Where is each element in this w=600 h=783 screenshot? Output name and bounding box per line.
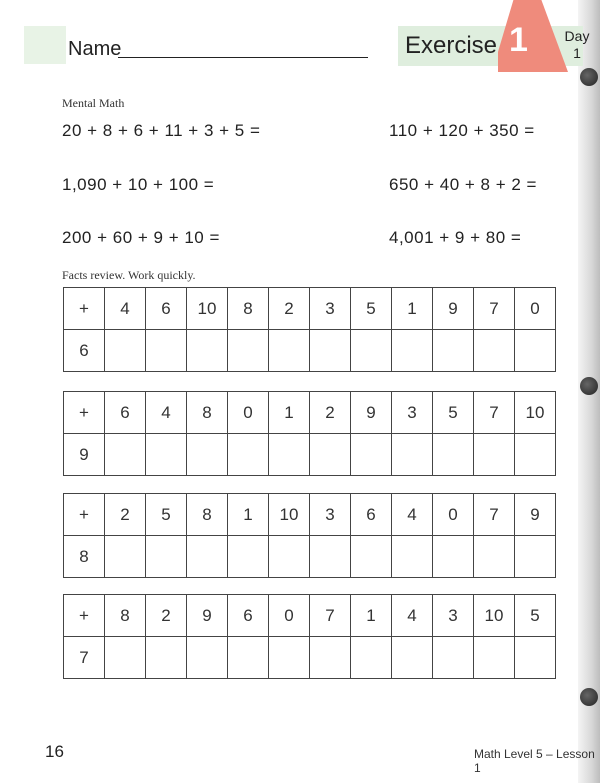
table-header-row xyxy=(64,392,556,434)
answer-cell[interactable] xyxy=(228,637,269,679)
column-number-cell: 9 xyxy=(433,288,474,330)
answer-cell[interactable] xyxy=(228,536,269,578)
answer-cell[interactable] xyxy=(105,637,146,679)
column-number-cell: 4 xyxy=(105,288,146,330)
column-number-cell: 1 xyxy=(351,595,392,637)
mental-math-problem: 1,090 + 10 + 100 = xyxy=(62,175,215,194)
answer-cell[interactable] xyxy=(351,434,392,476)
column-number-cell: 7 xyxy=(310,595,351,637)
operator-cell: + xyxy=(64,288,105,330)
answer-cell[interactable] xyxy=(146,637,187,679)
answer-cell[interactable] xyxy=(433,637,474,679)
binder-hole xyxy=(580,688,598,706)
answer-cell[interactable] xyxy=(515,637,556,679)
answer-cell[interactable] xyxy=(515,434,556,476)
column-number-cell: 8 xyxy=(187,494,228,536)
answer-cell[interactable] xyxy=(474,330,515,372)
column-number-cell: 7 xyxy=(474,494,515,536)
table-answer-row xyxy=(64,536,556,578)
column-number-cell: 5 xyxy=(433,392,474,434)
answer-cell[interactable] xyxy=(105,434,146,476)
answer-cell[interactable] xyxy=(146,536,187,578)
header-tint xyxy=(24,26,66,64)
answer-cell[interactable] xyxy=(392,536,433,578)
answer-cell[interactable] xyxy=(351,536,392,578)
column-number-cell: 3 xyxy=(433,595,474,637)
column-number-cell: 10 xyxy=(515,392,556,434)
column-number-cell: 9 xyxy=(187,595,228,637)
answer-cell[interactable] xyxy=(474,434,515,476)
column-number-cell: 2 xyxy=(146,595,187,637)
answer-cell[interactable] xyxy=(187,330,228,372)
addend-cell: 7 xyxy=(64,637,105,679)
day-label: Day xyxy=(564,28,590,44)
name-label: Name xyxy=(68,38,122,60)
page-number: 16 xyxy=(45,742,64,761)
answer-cell[interactable] xyxy=(392,330,433,372)
answer-cell[interactable] xyxy=(269,330,310,372)
mental-math-problem: 650 + 40 + 8 + 2 = xyxy=(389,175,537,194)
column-number-cell: 8 xyxy=(105,595,146,637)
answer-cell[interactable] xyxy=(187,434,228,476)
answer-cell[interactable] xyxy=(269,536,310,578)
answer-cell[interactable] xyxy=(515,330,556,372)
binder-hole xyxy=(580,68,598,86)
mental-math-label: Mental Math xyxy=(62,96,125,110)
answer-cell[interactable] xyxy=(433,536,474,578)
answer-cell[interactable] xyxy=(146,434,187,476)
column-number-cell: 0 xyxy=(433,494,474,536)
table-header-row xyxy=(64,288,556,330)
column-number-cell: 9 xyxy=(351,392,392,434)
answer-cell[interactable] xyxy=(228,434,269,476)
mental-math-problem: 4,001 + 9 + 80 = xyxy=(389,228,522,247)
column-number-cell: 2 xyxy=(269,288,310,330)
facts-review-label: Facts review. Work quickly. xyxy=(62,268,196,282)
column-number-cell: 5 xyxy=(515,595,556,637)
addend-cell: 8 xyxy=(64,536,105,578)
exercise-label: Exercise xyxy=(405,32,498,59)
footer-title: Math Level 5 – Lesson 1 xyxy=(474,747,595,775)
answer-cell[interactable] xyxy=(105,330,146,372)
table-header-row xyxy=(64,595,556,637)
column-number-cell: 0 xyxy=(228,392,269,434)
answer-cell[interactable] xyxy=(433,330,474,372)
name-field[interactable] xyxy=(118,57,368,58)
answer-cell[interactable] xyxy=(515,536,556,578)
table-answer-row xyxy=(64,434,556,476)
addend-cell: 9 xyxy=(64,434,105,476)
column-number-cell: 8 xyxy=(187,392,228,434)
answer-cell[interactable] xyxy=(433,434,474,476)
column-number-cell: 1 xyxy=(228,494,269,536)
answer-cell[interactable] xyxy=(310,330,351,372)
column-number-cell: 5 xyxy=(351,288,392,330)
day-block xyxy=(562,28,592,62)
column-number-cell: 5 xyxy=(146,494,187,536)
column-number-cell: 3 xyxy=(392,392,433,434)
column-number-cell: 10 xyxy=(187,288,228,330)
answer-cell[interactable] xyxy=(392,637,433,679)
answer-cell[interactable] xyxy=(228,330,269,372)
answer-cell[interactable] xyxy=(187,536,228,578)
column-number-cell: 7 xyxy=(474,392,515,434)
operator-cell: + xyxy=(64,595,105,637)
answer-cell[interactable] xyxy=(474,536,515,578)
column-number-cell: 6 xyxy=(105,392,146,434)
answer-cell[interactable] xyxy=(310,434,351,476)
column-number-cell: 0 xyxy=(515,288,556,330)
facts-table xyxy=(63,391,556,476)
addend-cell: 6 xyxy=(64,330,105,372)
answer-cell[interactable] xyxy=(351,330,392,372)
answer-cell[interactable] xyxy=(146,330,187,372)
table-header-row xyxy=(64,494,556,536)
column-number-cell: 2 xyxy=(105,494,146,536)
column-number-cell: 6 xyxy=(228,595,269,637)
column-number-cell: 3 xyxy=(310,288,351,330)
binder-hole xyxy=(580,377,598,395)
answer-cell[interactable] xyxy=(351,637,392,679)
answer-cell[interactable] xyxy=(392,434,433,476)
answer-cell[interactable] xyxy=(269,434,310,476)
table-answer-row xyxy=(64,637,556,679)
column-number-cell: 7 xyxy=(474,288,515,330)
column-number-cell: 10 xyxy=(269,494,310,536)
mental-math-problem: 110 + 120 + 350 = xyxy=(389,121,535,140)
column-number-cell: 1 xyxy=(269,392,310,434)
answer-cell[interactable] xyxy=(310,536,351,578)
column-number-cell: 0 xyxy=(269,595,310,637)
table-answer-row xyxy=(64,330,556,372)
column-number-cell: 4 xyxy=(146,392,187,434)
column-number-cell: 9 xyxy=(515,494,556,536)
column-number-cell: 10 xyxy=(474,595,515,637)
answer-cell[interactable] xyxy=(310,637,351,679)
facts-table xyxy=(63,594,556,679)
operator-cell: + xyxy=(64,494,105,536)
column-number-cell: 8 xyxy=(228,288,269,330)
answer-cell[interactable] xyxy=(474,637,515,679)
column-number-cell: 4 xyxy=(392,595,433,637)
facts-table xyxy=(63,287,556,372)
answer-cell[interactable] xyxy=(269,637,310,679)
mental-math-problem: 200 + 60 + 9 + 10 = xyxy=(62,228,220,247)
column-number-cell: 6 xyxy=(146,288,187,330)
mental-math-problem: 20 + 8 + 6 + 11 + 3 + 5 = xyxy=(62,121,261,140)
facts-table xyxy=(63,493,556,578)
day-number: 1 xyxy=(573,45,581,61)
column-number-cell: 6 xyxy=(351,494,392,536)
column-number-cell: 2 xyxy=(310,392,351,434)
answer-cell[interactable] xyxy=(105,536,146,578)
answer-cell[interactable] xyxy=(187,637,228,679)
exercise-number: 1 xyxy=(509,21,528,59)
operator-cell: + xyxy=(64,392,105,434)
column-number-cell: 1 xyxy=(392,288,433,330)
column-number-cell: 4 xyxy=(392,494,433,536)
column-number-cell: 3 xyxy=(310,494,351,536)
